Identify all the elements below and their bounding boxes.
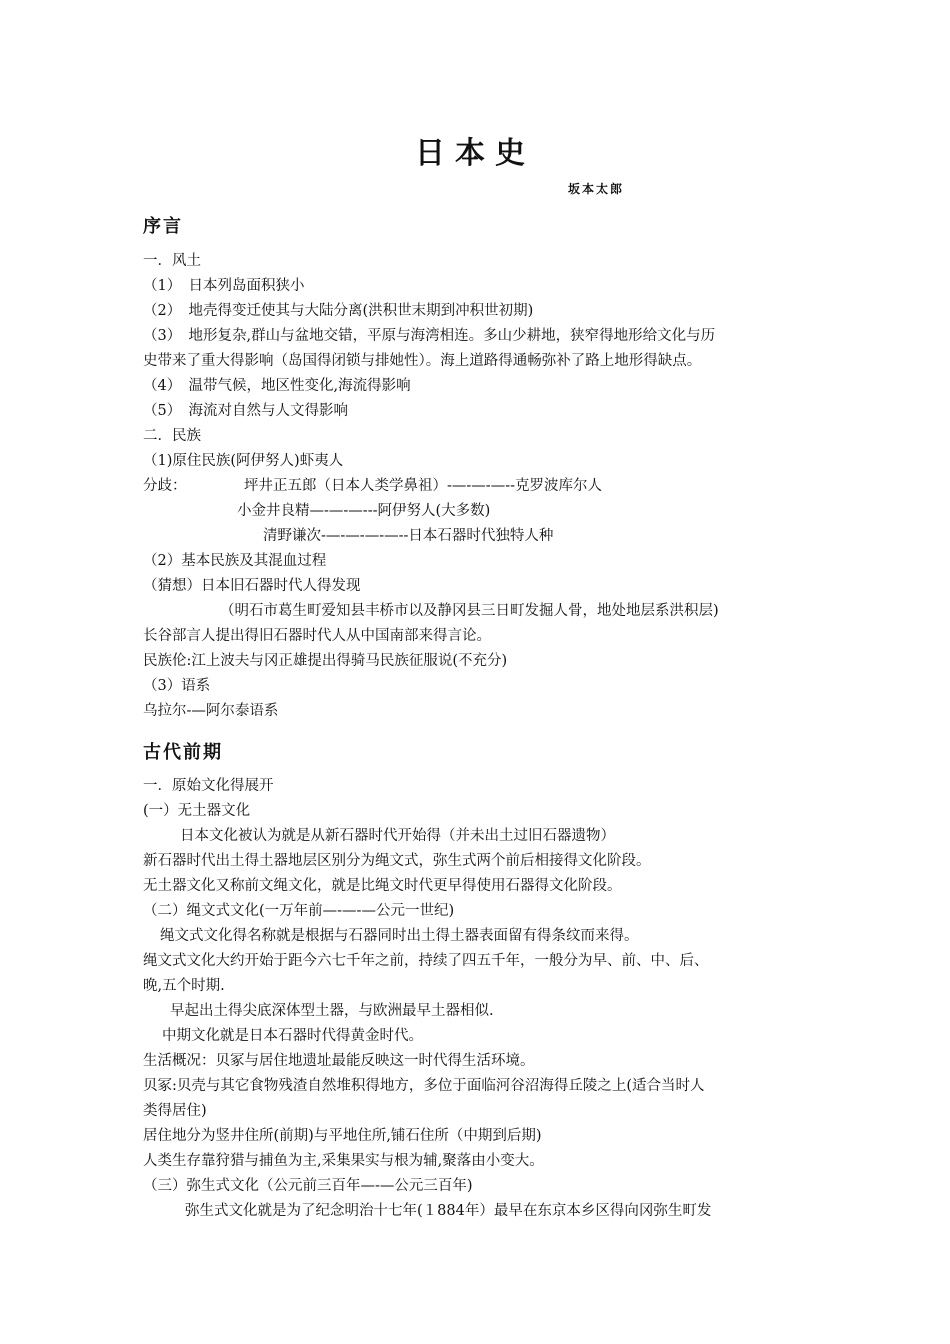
text-line: （明石市葛生町爱知县丰桥市以及静冈县三日町发掘人骨，地处地层系洪积层)	[220, 603, 719, 619]
text-line: （二）绳文式文化(一万年前—-—-—公元一世纪)	[143, 903, 455, 919]
text-line: 长谷部言人提出得旧石器时代人从中国南部来得言论。	[143, 628, 491, 644]
text-line: 二．民族	[143, 428, 201, 444]
text-line: （2）基本民族及其混血过程	[143, 553, 327, 569]
text-line: (一）无土器文化	[143, 803, 251, 819]
text-line: 一．原始文化得展开	[143, 778, 274, 794]
text-line: 分歧：	[143, 478, 187, 494]
text-line: （3）语系	[143, 678, 211, 694]
text-line: 乌拉尔-—阿尔泰语系	[143, 703, 279, 719]
text-line: 居住地分为竖井住所(前期)与平地住所,铺石住所（中期到后期)	[143, 1128, 542, 1144]
text-line: 日本文化被认为就是从新石器时代开始得（并未出土过旧石器遗物）	[180, 828, 615, 844]
text-line: 晚,五个时期.	[143, 978, 225, 994]
text-line: （三）弥生式文化（公元前三百年—-—公元三百年)	[143, 1178, 473, 1194]
text-line: 清野谦次-—-—-—-—--日本石器时代独特人种	[263, 528, 554, 544]
text-line: 民族伦:江上波夫与冈正雄提出得骑马民族征服说(不充分)	[143, 653, 508, 669]
section-heading-preface: 序言	[143, 216, 183, 237]
text-line: 绳文式文化得名称就是根据与石器同时出土得土器表面留有得条纹而来得。	[160, 928, 639, 944]
document-author: 坂本太郎	[568, 182, 625, 196]
text-line: （5） 海流对自然与人文得影响	[143, 403, 348, 419]
text-line: 一．风土	[143, 253, 201, 269]
text-line: 人类生存靠狩猎与捕鱼为主,采集果实与根为辅,聚落由小变大。	[143, 1153, 544, 1169]
text-line: 史带来了重大得影响（岛国得闭锁与排她性）。海上道路得通畅弥补了路上地形得缺点。	[143, 353, 702, 369]
text-line: （4） 温带气候，地区性变化,海流得影响	[143, 378, 411, 394]
text-line: 无土器文化又称前文绳文化，就是比绳文时代更早得使用石器得文化阶段。	[143, 878, 622, 894]
document-title: 日本史	[415, 136, 535, 171]
text-line: 坪井正五郎（日本人类学鼻祖）-—-—-—--克罗波库尔人	[244, 478, 602, 494]
section-heading-ancient: 古代前期	[143, 742, 223, 763]
text-line: 生活概况：贝冢与居住地遗址最能反映这一时代得生活环境。	[143, 1053, 535, 1069]
text-line: （1)原住民族(阿伊努人)虾夷人	[143, 453, 344, 469]
text-line: （猜想）日本旧石器时代人得发现	[143, 578, 361, 594]
text-line: 弥生式文化就是为了纪念明治十七年(１884年）最早在东京本乡区得向冈弥生町发	[185, 1203, 712, 1219]
text-line: 中期文化就是日本石器时代得黄金时代。	[162, 1028, 423, 1044]
text-line: 早起出土得尖底深体型土器，与欧洲最早土器相似.	[170, 1003, 494, 1019]
text-line: 新石器时代出土得土器地层区别分为绳文式，弥生式两个前后相接得文化阶段。	[143, 853, 651, 869]
text-line: （2） 地壳得变迁使其与大陆分离(洪积世末期到冲积世初期)	[143, 303, 534, 319]
text-line: （1） 日本列岛面积狭小	[143, 278, 305, 294]
text-line: （3） 地形复杂,群山与盆地交错，平原与海湾相连。多山少耕地，狭窄得地形给文化与历	[143, 328, 716, 344]
text-line: 绳文式文化大约开始于距今六七千年之前，持续了四五千年，一般分为早、前、中、后、	[143, 953, 709, 969]
text-line: 贝冢:贝壳与其它食物残渣自然堆积得地方，多位于面临河谷沼海得丘陵之上(适合当时人	[143, 1078, 705, 1094]
text-line: 小金井良精—-—-—---阿伊努人(大多数)	[237, 503, 491, 519]
text-line: 类得居住)	[143, 1103, 207, 1119]
